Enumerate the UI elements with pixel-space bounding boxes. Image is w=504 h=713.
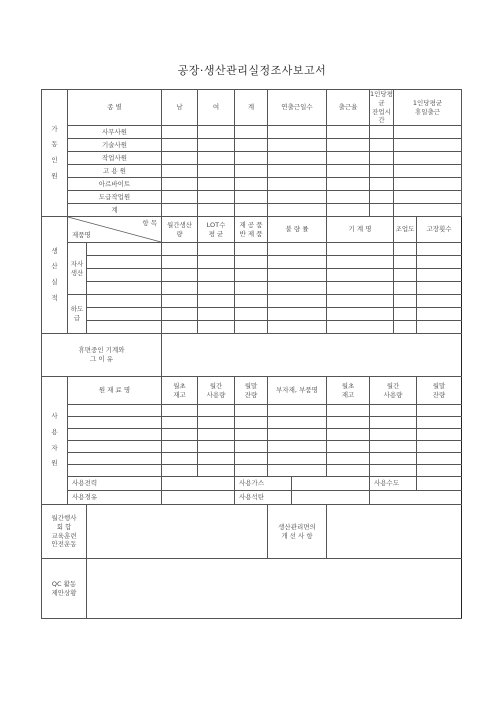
cell[interactable] [370, 165, 394, 178]
cell[interactable] [162, 429, 198, 441]
personnel-row [42, 191, 462, 204]
idle-machines-row [42, 334, 462, 377]
personnel-type: 고 용 원 [68, 165, 162, 178]
production-row [42, 243, 462, 256]
cell[interactable] [162, 191, 198, 204]
cell[interactable] [268, 321, 327, 334]
header-failures: 고장횟수 [417, 217, 462, 243]
own-production-label: 자사 생산 [68, 243, 87, 295]
cell[interactable] [327, 165, 370, 178]
cell[interactable] [87, 308, 162, 321]
cell[interactable] [370, 126, 394, 139]
cell[interactable] [198, 178, 235, 191]
cell[interactable] [268, 165, 327, 178]
diag-item-label: 항 목 [142, 219, 157, 228]
cell[interactable] [162, 465, 198, 477]
cell[interactable] [370, 139, 394, 152]
header-holiday: 1인당평균 휴일출근 [394, 90, 462, 126]
cell[interactable] [235, 465, 268, 477]
cell[interactable] [198, 256, 235, 269]
cell[interactable] [198, 282, 235, 295]
cell[interactable] [198, 417, 235, 429]
header-monthly-usage: 월간 사용량 [198, 377, 235, 405]
cell[interactable] [327, 429, 370, 441]
cell[interactable] [235, 453, 268, 465]
header-monthly-output: 월간생산 량 [162, 217, 198, 243]
cell[interactable] [235, 165, 268, 178]
cell[interactable] [327, 321, 394, 334]
cell[interactable] [235, 178, 268, 191]
cell[interactable] [235, 321, 268, 334]
cell[interactable] [268, 465, 327, 477]
production-row [42, 256, 462, 269]
cell[interactable] [417, 441, 462, 453]
cell[interactable] [162, 126, 198, 139]
cell[interactable] [394, 256, 417, 269]
cell[interactable] [370, 441, 417, 453]
materials-section-label: 사 용 자 원 [42, 377, 68, 505]
materials-row [42, 417, 462, 429]
cell[interactable] [162, 453, 198, 465]
cell[interactable] [268, 453, 327, 465]
header-defect-rate: 불 량 률 [268, 217, 327, 243]
cell[interactable] [198, 429, 235, 441]
cell[interactable] [198, 465, 235, 477]
gas-usage-field[interactable] [292, 477, 370, 491]
cell[interactable] [198, 453, 235, 465]
cell[interactable] [327, 295, 394, 308]
cell[interactable] [198, 204, 235, 217]
cell[interactable] [327, 243, 394, 256]
cell[interactable] [370, 417, 417, 429]
qc-row [42, 559, 462, 619]
cell[interactable] [327, 417, 370, 429]
cell[interactable] [235, 308, 268, 321]
cell[interactable] [394, 282, 417, 295]
idle-machines-field[interactable] [162, 334, 462, 377]
cell[interactable] [87, 256, 162, 269]
improvements-field[interactable] [327, 505, 462, 559]
cell[interactable] [417, 269, 462, 282]
cell[interactable] [327, 256, 394, 269]
cell[interactable] [268, 256, 327, 269]
cell[interactable] [268, 139, 327, 152]
cell[interactable] [68, 453, 162, 465]
cell[interactable] [268, 126, 327, 139]
header-attendance-days: 연출근일수 [268, 90, 327, 126]
cell[interactable] [394, 308, 417, 321]
personnel-type: 도급작업원 [68, 191, 162, 204]
diagonal-header [68, 217, 162, 243]
personnel-row [42, 139, 462, 152]
cell[interactable] [198, 165, 235, 178]
production-section-label: 생 산 실 적 [42, 217, 68, 334]
personnel-type: 아르바이트 [68, 178, 162, 191]
header-lot-avg: LOT수 평 균 [198, 217, 235, 243]
cell[interactable] [327, 139, 370, 152]
events-field[interactable] [87, 505, 268, 559]
cell[interactable] [417, 465, 462, 477]
cell[interactable] [235, 256, 268, 269]
cell[interactable] [327, 465, 370, 477]
cell[interactable] [370, 405, 417, 417]
cell[interactable] [327, 152, 370, 165]
materials-row [42, 465, 462, 477]
cell[interactable] [162, 295, 198, 308]
cell[interactable] [198, 405, 235, 417]
header-female: 여 [198, 90, 235, 126]
header-raw-material: 원 재 료 명 [68, 377, 162, 405]
cell[interactable] [417, 417, 462, 429]
cell[interactable] [198, 139, 235, 152]
cell[interactable] [268, 308, 327, 321]
cell[interactable] [417, 308, 462, 321]
production-row [42, 321, 462, 334]
header-parts-name: 부자재, 부품명 [268, 377, 327, 405]
cell[interactable] [268, 441, 327, 453]
materials-row [42, 453, 462, 465]
cell[interactable] [327, 126, 370, 139]
subcontract-label: 하도 급 [68, 295, 87, 334]
cell[interactable] [417, 256, 462, 269]
cell[interactable] [162, 165, 198, 178]
water-usage-field[interactable] [417, 477, 462, 491]
cell[interactable] [198, 308, 235, 321]
improvements-label: 생산관리면의 개 선 사 항 [268, 505, 327, 559]
cell[interactable] [327, 308, 394, 321]
cell[interactable] [235, 204, 268, 217]
header-wip: 재 공 품 반 제 품 [235, 217, 268, 243]
cell[interactable] [235, 295, 268, 308]
personnel-row [42, 126, 462, 139]
production-row [42, 282, 462, 295]
cell[interactable] [87, 269, 162, 282]
cell[interactable] [68, 429, 162, 441]
header-machine-name: 기 계 명 [327, 217, 394, 243]
utilities-row [42, 477, 462, 491]
cell[interactable] [162, 321, 198, 334]
cell[interactable] [162, 152, 198, 165]
personnel-type: 기술사원 [68, 139, 162, 152]
cell[interactable] [327, 282, 394, 295]
cell[interactable] [162, 282, 198, 295]
cell[interactable] [394, 152, 462, 165]
utilities-row [42, 491, 462, 505]
production-row [42, 269, 462, 282]
cell[interactable] [235, 405, 268, 417]
cell[interactable] [268, 429, 327, 441]
cell[interactable] [162, 178, 198, 191]
events-row [42, 505, 462, 559]
cell[interactable] [268, 405, 327, 417]
cell[interactable] [370, 152, 394, 165]
cell[interactable] [370, 465, 417, 477]
cell[interactable] [235, 417, 268, 429]
header-overtime: 1인당평균 잔업시간 [370, 90, 393, 125]
cell[interactable] [394, 126, 462, 139]
cell[interactable] [162, 269, 198, 282]
header-attendance-rate: 출근율 [327, 90, 370, 126]
cell[interactable] [370, 429, 417, 441]
cell[interactable] [327, 441, 370, 453]
personnel-row [42, 165, 462, 178]
header-start-stock: 월초 재고 [162, 377, 198, 405]
cell[interactable] [268, 295, 327, 308]
cell[interactable] [327, 178, 370, 191]
cell[interactable] [370, 453, 417, 465]
power-usage-label: 사용전력 [68, 477, 162, 491]
header-end-stock: 월말 잔량 [235, 377, 268, 405]
production-row [42, 295, 462, 308]
cell[interactable] [162, 139, 198, 152]
cell[interactable] [394, 139, 462, 152]
cell[interactable] [327, 269, 394, 282]
diesel-usage-label: 사용경유 [68, 491, 162, 505]
cell[interactable] [235, 126, 268, 139]
cell[interactable] [394, 269, 417, 282]
gas-usage-label: 사용가스 [235, 477, 292, 491]
cell[interactable] [370, 178, 394, 191]
cell[interactable] [417, 453, 462, 465]
cell[interactable] [198, 152, 235, 165]
production-row [42, 308, 462, 321]
personnel-row [42, 204, 462, 217]
materials-row [42, 429, 462, 441]
cell[interactable] [87, 243, 162, 256]
cell[interactable] [417, 243, 462, 256]
cell[interactable] [162, 417, 198, 429]
cell[interactable] [268, 191, 327, 204]
power-usage-field[interactable] [162, 477, 235, 491]
header-parts-usage: 월간 사용량 [370, 377, 417, 405]
cell[interactable] [417, 295, 462, 308]
cell[interactable] [235, 269, 268, 282]
cell[interactable] [394, 204, 462, 217]
cell[interactable] [198, 295, 235, 308]
personnel-header-row [42, 90, 462, 126]
materials-row [42, 441, 462, 453]
cell[interactable] [235, 191, 268, 204]
cell[interactable] [394, 178, 462, 191]
cell[interactable] [417, 282, 462, 295]
cell[interactable] [87, 282, 162, 295]
cell[interactable] [370, 204, 394, 217]
cell[interactable] [162, 405, 198, 417]
cell[interactable] [268, 269, 327, 282]
personnel-type: 계 [68, 204, 162, 217]
cell[interactable] [268, 204, 327, 217]
cell[interactable] [394, 191, 462, 204]
cell[interactable] [162, 441, 198, 453]
cell[interactable] [370, 191, 394, 204]
idle-machines-label: 휴면중인 기계와 그 이 유 [42, 334, 162, 377]
personnel-section-label: 가 동 인 원 [42, 90, 68, 217]
cell[interactable] [87, 295, 162, 308]
cell[interactable] [394, 295, 417, 308]
report-table [41, 89, 462, 619]
cell[interactable] [235, 441, 268, 453]
cell[interactable] [162, 308, 198, 321]
personnel-type: 사무사원 [68, 126, 162, 139]
header-utilization: 조업도 [394, 217, 417, 243]
header-parts-start-stock: 월초 재고 [327, 377, 370, 405]
cell[interactable] [162, 243, 198, 256]
cell[interactable] [68, 417, 162, 429]
report-form [41, 89, 461, 619]
cell[interactable] [235, 429, 268, 441]
cell[interactable] [198, 441, 235, 453]
cell[interactable] [198, 243, 235, 256]
water-usage-label: 사용수도 [370, 477, 417, 491]
cell[interactable] [235, 243, 268, 256]
cell[interactable] [268, 178, 327, 191]
qc-label: QC 활동 제안상황 [42, 559, 87, 619]
cell[interactable] [268, 243, 327, 256]
header-male: 남 [162, 90, 198, 126]
cell[interactable] [68, 405, 162, 417]
cell[interactable] [394, 165, 462, 178]
materials-header-row [42, 377, 462, 405]
cell[interactable] [268, 282, 327, 295]
cell[interactable] [327, 191, 370, 204]
diag-product-label: 제품명 [72, 231, 91, 240]
cell[interactable] [327, 204, 370, 217]
cell[interactable] [68, 465, 162, 477]
coal-usage-field[interactable] [292, 491, 370, 505]
cell[interactable] [268, 152, 327, 165]
personnel-type: 작업사원 [68, 152, 162, 165]
materials-row [42, 405, 462, 417]
cell[interactable] [417, 321, 462, 334]
events-label: 월간행사 회 합 교육훈련 안전운동 [42, 505, 87, 559]
production-header-row [42, 217, 462, 243]
personnel-row [42, 152, 462, 165]
header-type: 종 별 [68, 90, 162, 126]
cell[interactable] [68, 441, 162, 453]
cell[interactable] [417, 429, 462, 441]
personnel-row [42, 178, 462, 191]
cell[interactable] [327, 405, 370, 417]
cell[interactable] [198, 126, 235, 139]
header-parts-end-stock: 월말 잔량 [417, 377, 462, 405]
cell[interactable] [268, 417, 327, 429]
cell[interactable] [417, 405, 462, 417]
cell[interactable] [394, 243, 417, 256]
cell[interactable] [235, 282, 268, 295]
cell[interactable] [370, 491, 462, 505]
cell[interactable] [327, 453, 370, 465]
cell[interactable] [198, 269, 235, 282]
cell[interactable] [235, 152, 268, 165]
cell[interactable] [198, 191, 235, 204]
page-title: 공장·생산관리실정조사보고서 [177, 64, 327, 77]
header-total: 계 [235, 90, 268, 126]
cell[interactable] [198, 321, 235, 334]
cell[interactable] [235, 139, 268, 152]
diesel-usage-field[interactable] [162, 491, 235, 505]
cell[interactable] [394, 321, 417, 334]
cell[interactable] [162, 204, 198, 217]
cell[interactable] [87, 321, 162, 334]
coal-usage-label: 사용석탄 [235, 491, 292, 505]
cell[interactable] [162, 256, 198, 269]
qc-field[interactable] [87, 559, 462, 619]
